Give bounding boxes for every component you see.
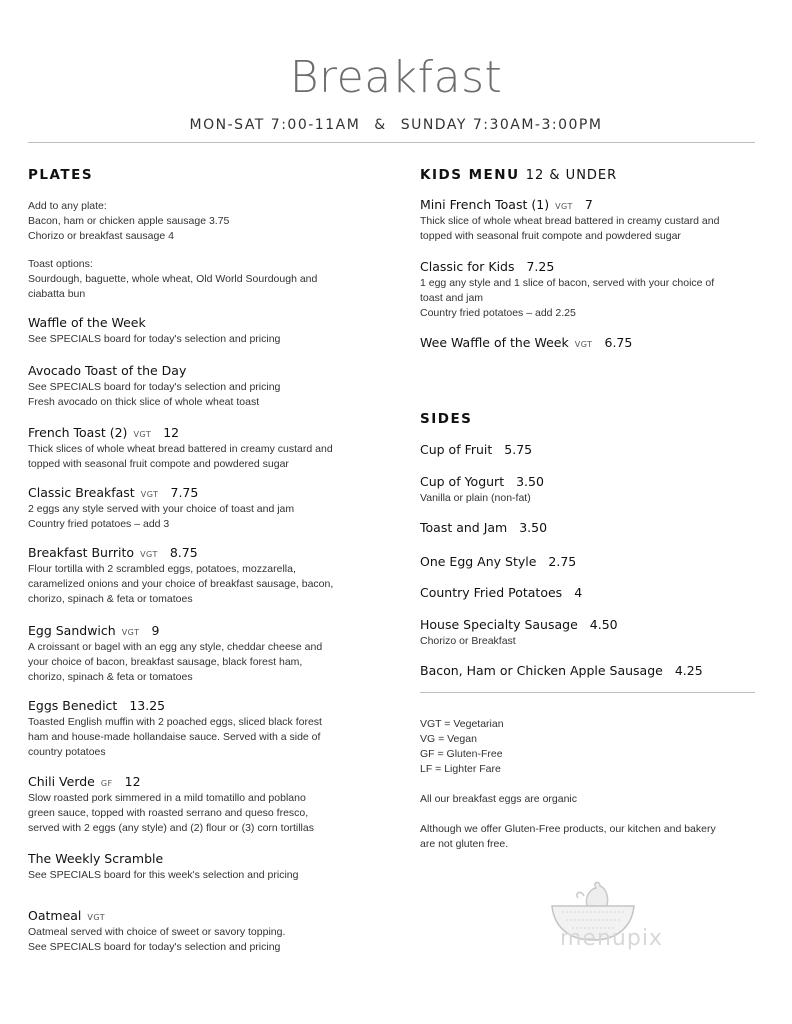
item-name: Country Fried Potatoes — [420, 585, 563, 600]
item-heading — [28, 774, 314, 789]
item-price: 7.25 — [526, 259, 555, 274]
item-description — [420, 214, 719, 244]
kids-menu-heading — [420, 167, 617, 183]
description-line: Vanilla or plain (non-fat) — [420, 492, 531, 504]
diet-tag: VGT — [140, 550, 158, 559]
diet-tag: VGT — [133, 430, 152, 439]
item-heading — [28, 545, 333, 560]
diet-tag: VGT — [574, 340, 593, 349]
hours-weekday: MON-SAT 7:00-11AM — [189, 117, 361, 133]
description-line: A croissant or bagel with an egg any style, cheddar cheese and — [28, 641, 323, 653]
item-heading — [420, 663, 703, 678]
description-line: See SPECIALS board for today's selection and pricing — [28, 381, 281, 393]
item-name: Wee Waffle of the Week — [420, 335, 569, 350]
item-price: 13.25 — [129, 698, 166, 713]
item-description — [28, 791, 314, 836]
description-line: See SPECIALS board for today's selection and pricing — [28, 941, 281, 953]
item-heading — [28, 908, 285, 923]
item-name: Cup of Fruit — [420, 442, 493, 457]
plates-menu-item — [28, 774, 314, 836]
description-line: chorizo, spinach & feta or tomatoes — [28, 593, 193, 605]
item-description — [28, 332, 280, 347]
kids-menu-item — [420, 259, 714, 321]
plates-menu-item — [28, 698, 322, 760]
item-price: 8.75 — [169, 545, 198, 560]
description-line: toast and jam — [420, 292, 484, 304]
header-divider — [28, 142, 755, 143]
item-price: 3.50 — [516, 474, 544, 489]
description-line: country potatoes — [28, 746, 106, 758]
item-description — [28, 868, 298, 883]
item-description — [28, 562, 333, 607]
item-name: Cup of Yogurt — [420, 474, 505, 489]
description-line: chorizo, spinach & feta or tomatoes — [28, 671, 193, 683]
description-line: Slow roasted pork simmered in a mild tomatillo and poblano — [28, 792, 306, 804]
plates-menu-item — [28, 363, 280, 410]
toast-line: ciabatta bun — [28, 288, 86, 300]
description-line: 1 egg any style and 1 slice of bacon, served with your choice of — [420, 277, 715, 289]
legend — [420, 717, 504, 777]
item-heading — [420, 259, 714, 274]
toast-note — [28, 257, 317, 302]
item-description — [28, 715, 322, 760]
item-price: 2.75 — [548, 554, 577, 569]
item-heading — [28, 485, 294, 500]
sides-menu-item — [420, 617, 618, 649]
item-price: 4 — [574, 585, 583, 600]
item-description — [28, 442, 333, 472]
sides-menu-item — [420, 474, 544, 506]
legend-line: VG = Vegan — [420, 733, 477, 745]
item-price: 6.75 — [604, 335, 633, 350]
sides-menu-item — [420, 554, 576, 569]
hours-amp: & — [374, 117, 387, 133]
plates-menu-item — [28, 315, 280, 347]
item-heading — [28, 315, 280, 330]
watermark-text: menupix — [560, 926, 663, 951]
sides-menu-item — [420, 585, 582, 600]
description-line: served with 2 eggs (any style) and (2) flour or (3) corn tortillas — [28, 822, 314, 834]
item-heading — [420, 554, 576, 569]
item-price: 4.50 — [589, 617, 618, 632]
item-price: 3.50 — [519, 520, 548, 535]
item-description — [28, 925, 285, 955]
sides-menu-item — [420, 520, 547, 535]
item-description — [420, 276, 714, 321]
item-heading — [28, 623, 322, 638]
addon-note — [28, 199, 229, 244]
item-name: Eggs Benedict — [28, 698, 118, 713]
plates-menu-item — [28, 485, 294, 532]
item-name: Avocado Toast of the Day — [28, 363, 187, 378]
item-name: Classic Breakfast — [28, 485, 135, 500]
item-heading — [28, 425, 333, 440]
item-heading — [420, 197, 719, 212]
description-line: See SPECIALS board for today's selection and pricing — [28, 333, 281, 345]
gluten-line: Although we offer Gluten-Free products, our kitchen and bakery — [420, 823, 716, 835]
item-price: 9 — [151, 623, 160, 638]
item-price: 4.25 — [674, 663, 703, 678]
item-description — [28, 640, 322, 685]
description-line: your choice of bacon, breakfast sausage, black forest ham, — [28, 656, 303, 668]
addon-line: Bacon, ham or chicken apple sausage 3.75 — [28, 215, 230, 227]
item-name: House Specialty Sausage — [420, 617, 578, 632]
legend-line: VGT = Vegetarian — [420, 718, 504, 730]
sides-menu-item — [420, 663, 703, 678]
item-description — [28, 502, 294, 532]
sides-menu-item — [420, 442, 532, 457]
item-heading — [28, 698, 322, 713]
plates-menu-item — [28, 623, 322, 685]
addon-line: Add to any plate: — [28, 200, 107, 212]
description-line: Flour tortilla with 2 scrambled eggs, potatoes, mozzarella, — [28, 563, 296, 575]
gluten-line: are not gluten free. — [420, 838, 509, 850]
description-line: 2 eggs any style served with your choice of toast and jam — [28, 503, 295, 515]
description-line: Country fried potatoes – add 2.25 — [420, 307, 576, 319]
item-heading — [420, 474, 544, 489]
kids-menu-subtitle: 12 & UNDER — [525, 168, 618, 183]
item-description — [28, 380, 280, 410]
item-heading — [28, 851, 298, 866]
toast-line: Sourdough, baguette, whole wheat, Old World Sourdough and — [28, 273, 318, 285]
item-name: Waffle of the Week — [28, 315, 146, 330]
toast-line: Toast options: — [28, 258, 93, 270]
description-line: Country fried potatoes – add 3 — [28, 518, 170, 530]
item-heading — [28, 363, 280, 378]
description-line: topped with seasonal fruit compote and powdered sugar — [28, 458, 289, 470]
item-price: 12 — [163, 425, 180, 440]
gluten-note — [420, 822, 716, 852]
diet-tag: GF — [100, 779, 113, 788]
legend-divider — [420, 692, 755, 693]
menu-title: Breakfast — [289, 52, 503, 103]
description-line: Chorizo or Breakfast — [420, 635, 516, 647]
item-name: Classic for Kids — [420, 259, 515, 274]
item-name: Mini French Toast (1) — [420, 197, 550, 212]
hours-sunday: SUNDAY 7:30AM-3:00PM — [400, 117, 603, 133]
item-heading — [420, 617, 618, 632]
item-name: Chili Verde — [28, 774, 95, 789]
kids-menu-item — [420, 197, 719, 244]
diet-tag: VGT — [555, 202, 573, 211]
item-name: Bacon, Ham or Chicken Apple Sausage — [420, 663, 663, 678]
addon-line: Chorizo or breakfast sausage 4 — [28, 230, 174, 242]
description-line: See SPECIALS board for this week's selection and pricing — [28, 869, 299, 881]
diet-tag: VGT — [87, 913, 106, 922]
description-line: Thick slice of whole wheat bread battered in creamy custard and — [420, 215, 720, 227]
item-name: Egg Sandwich — [28, 623, 116, 638]
item-description — [420, 634, 618, 649]
item-description — [420, 491, 544, 506]
description-line: Oatmeal served with choice of sweet or savory topping. — [28, 926, 286, 938]
item-heading — [420, 585, 582, 600]
diet-tag: VGT — [121, 628, 140, 637]
kids-menu-title: KIDS MENU — [420, 167, 520, 183]
item-price: 7 — [584, 197, 593, 212]
description-line: ham and house-made hollandaise sauce. Served with a side of — [28, 731, 321, 743]
item-price: 5.75 — [504, 442, 533, 457]
item-name: French Toast (2) — [28, 425, 128, 440]
item-price: 12 — [124, 774, 141, 789]
item-price: 7.75 — [170, 485, 199, 500]
item-name: The Weekly Scramble — [28, 851, 164, 866]
description-line: Toasted English muffin with 2 poached eggs, sliced black forest — [28, 716, 322, 728]
description-line: caramelized onions and your choice of breakfast sausage, bacon, — [28, 578, 334, 590]
item-name: Toast and Jam — [420, 520, 508, 535]
plates-heading: PLATES — [28, 167, 94, 183]
description-line: Fresh avocado on thick slice of whole wheat toast — [28, 396, 260, 408]
plates-menu-item — [28, 908, 285, 955]
item-heading — [420, 335, 632, 350]
item-heading — [420, 442, 532, 457]
item-heading — [420, 520, 547, 535]
item-name: Oatmeal — [28, 908, 82, 923]
sides-heading: SIDES — [420, 411, 473, 427]
item-name: One Egg Any Style — [420, 554, 537, 569]
hours-line — [0, 117, 792, 133]
legend-line: LF = Lighter Fare — [420, 763, 501, 775]
description-line: Thick slices of whole wheat bread battered in creamy custard and — [28, 443, 333, 455]
item-name: Breakfast Burrito — [28, 545, 135, 560]
organic-note: All our breakfast eggs are organic — [420, 793, 578, 805]
kids-menu-item — [420, 335, 632, 350]
plates-menu-item — [28, 425, 333, 472]
description-line: topped with seasonal fruit compote and powdered sugar — [420, 230, 681, 242]
description-line: green sauce, topped with roasted serrano and queso fresco, — [28, 807, 309, 819]
diet-tag: VGT — [140, 490, 159, 499]
plates-menu-item — [28, 851, 298, 883]
plates-menu-item — [28, 545, 333, 607]
legend-line: GF = Gluten-Free — [420, 748, 503, 760]
